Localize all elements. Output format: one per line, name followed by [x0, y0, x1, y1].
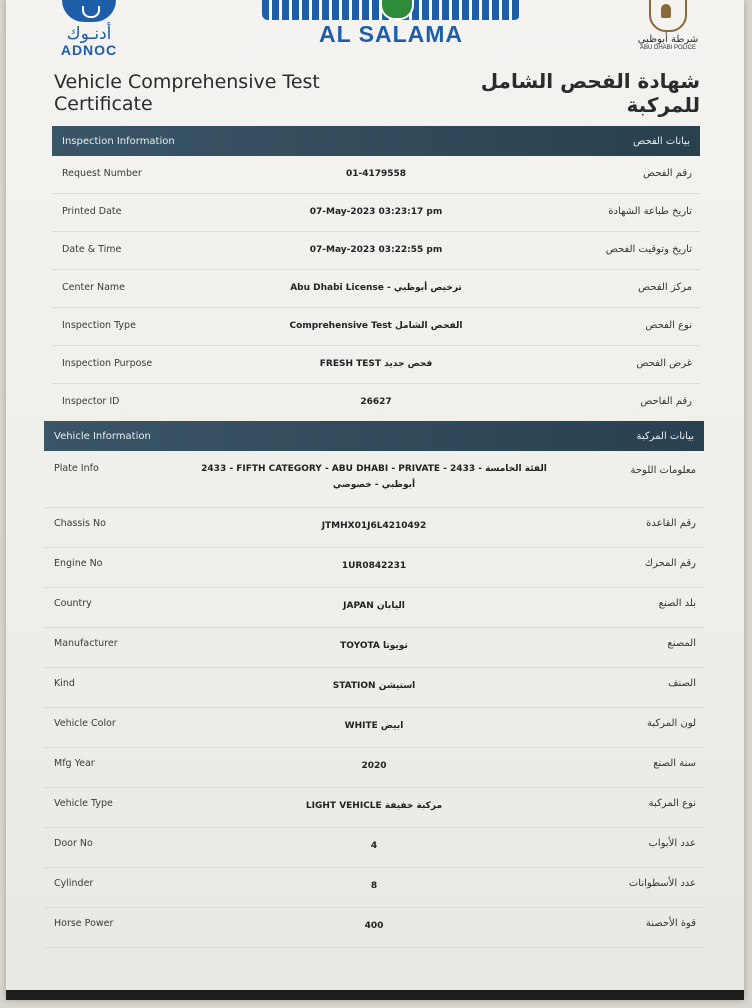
- row-label-arabic: رقم القاعدة: [646, 518, 696, 529]
- table-row: [52, 194, 700, 232]
- table-row: [52, 232, 700, 270]
- certificate-title: [54, 69, 700, 117]
- table-row: [44, 828, 704, 868]
- table-row: [52, 308, 700, 346]
- header: [6, 0, 744, 70]
- row-label-arabic: معلومات اللوحة: [630, 465, 696, 476]
- row-label: Door No: [54, 838, 93, 849]
- row-label-arabic: تاريخ طباعة الشهادة: [608, 206, 692, 217]
- adnoc-logo: [34, 0, 144, 58]
- table-row: [44, 453, 704, 508]
- row-label-arabic: سنة الصنع: [653, 758, 696, 769]
- row-label-arabic: رقم الفحص: [642, 168, 692, 179]
- table-row: [44, 628, 704, 668]
- inspection-info-header: [52, 126, 700, 156]
- row-value: 26627: [360, 397, 392, 407]
- row-label-arabic: تاريخ وتوقيت الفحص: [605, 244, 692, 255]
- row-label-arabic: قوة الأحصنة: [645, 918, 696, 929]
- row-label: Horse Power: [54, 918, 114, 929]
- table-row: [44, 788, 704, 828]
- police-emblem-icon: [649, 0, 687, 32]
- row-value: JAPAN اليابان: [343, 601, 405, 611]
- table-row: [44, 508, 704, 548]
- row-value: JTMHX01J6L4210492: [321, 521, 427, 531]
- row-value: WHITE ابيض: [344, 721, 404, 731]
- vehicle-info-header: [44, 421, 704, 451]
- row-label: Request Number: [62, 168, 142, 179]
- plate-info-line2: أبوظبي - خصوصي: [332, 480, 416, 490]
- row-label-arabic: عدد الأسطوانات: [628, 878, 696, 889]
- row-label-arabic: بلد الصنع: [658, 598, 696, 609]
- row-label: Vehicle Color: [54, 718, 116, 729]
- vehicle-info-heading-en: Vehicle Information: [54, 430, 151, 442]
- row-value: STATION استيشن: [332, 681, 416, 691]
- row-value: Abu Dhabi License - ترخيص أبوظبي: [290, 283, 462, 293]
- row-label-arabic: رقم المحرك: [644, 558, 696, 569]
- police-arabic-text: شرطة أبوظبي: [637, 34, 699, 45]
- row-label: Inspector ID: [62, 396, 120, 407]
- inspection-info-rows: [52, 156, 700, 422]
- table-row: [44, 548, 704, 588]
- table-row: [52, 156, 700, 194]
- row-value: 01-4179558: [345, 169, 407, 179]
- inspection-info-heading-en: Inspection Information: [62, 135, 175, 147]
- row-value: 4: [370, 841, 378, 851]
- inspection-info-heading-ar: بيانات الفحص: [633, 135, 690, 147]
- row-label: Manufacturer: [54, 638, 118, 649]
- adnoc-english-text: ADNOC: [60, 42, 118, 58]
- table-row: [52, 270, 700, 308]
- row-value: 400: [364, 921, 384, 931]
- row-label-arabic: مركز الفحص: [638, 282, 692, 293]
- row-label-arabic: غرض الفحص: [636, 358, 692, 369]
- row-label-arabic: المصنع: [667, 638, 696, 649]
- plate-info-line1: 2433 - FIFTH CATEGORY - ABU DHABI - PRIVATE - 2433 - الفئة الخامسة: [201, 464, 547, 474]
- police-english-text: ABU DHABI POLICE: [639, 45, 696, 51]
- row-value: 1UR0842231: [341, 561, 407, 571]
- row-label: Kind: [54, 678, 75, 689]
- row-label-arabic: نوع الفحص: [645, 320, 692, 331]
- row-value: Comprehensive Test الفحص الشامل: [289, 321, 463, 331]
- vehicle-info-heading-ar: بيانات المركبة: [636, 430, 694, 442]
- row-label: Inspection Purpose: [62, 358, 153, 369]
- abu-dhabi-police-logo: [628, 0, 708, 51]
- row-label-arabic: رقم الفاحص: [640, 396, 692, 407]
- al-salama-stripes-icon: [262, 0, 520, 20]
- row-label: Country: [54, 598, 92, 609]
- row-label: Engine No: [54, 558, 103, 569]
- row-label: Inspection Type: [62, 320, 136, 331]
- row-label-arabic: الصنف: [668, 678, 696, 689]
- adnoc-mark-icon: [62, 0, 116, 22]
- table-row: [44, 588, 704, 628]
- row-label-arabic: عدد الأبواب: [648, 838, 696, 849]
- vehicle-info-rows: [44, 453, 704, 948]
- row-label: Vehicle Type: [54, 798, 113, 809]
- certificate-page: [6, 0, 744, 1000]
- row-label-arabic: لون المركبة: [647, 718, 696, 729]
- adnoc-arabic-text: أدنـوك: [66, 24, 112, 44]
- row-label: Chassis No: [54, 518, 106, 529]
- row-label: Printed Date: [62, 206, 122, 217]
- al-salama-text: AL SALAMA: [318, 21, 463, 47]
- table-row: [52, 384, 700, 422]
- al-salama-logo: [256, 0, 526, 48]
- row-label: Plate Info: [54, 463, 99, 474]
- row-value: 2020: [361, 761, 387, 771]
- table-row: [44, 708, 704, 748]
- title-arabic: شهادة الفحص الشامل للمركبة: [480, 69, 700, 117]
- row-value: TOYOTA تويوتا: [340, 641, 408, 651]
- row-value: [184, 461, 564, 493]
- row-value: 07-May-2023 03:22:55 pm: [309, 245, 443, 255]
- row-label-arabic: نوع المركبة: [648, 798, 696, 809]
- table-row: [44, 908, 704, 948]
- al-salama-badge-icon: [380, 0, 414, 20]
- row-label: Mfg Year: [54, 758, 95, 769]
- table-row: [44, 868, 704, 908]
- row-label: Center Name: [62, 282, 126, 293]
- row-value: 07-May-2023 03:23:17 pm: [309, 207, 443, 217]
- row-value: FRESH TEST فحص جديد: [319, 359, 433, 369]
- row-label: Cylinder: [54, 878, 94, 889]
- title-english: Vehicle Comprehensive Test Certificate: [54, 71, 320, 115]
- row-value: 8: [370, 881, 378, 891]
- row-label: Date & Time: [62, 244, 122, 255]
- row-value: LIGHT VEHICLE مركبة خفيفة: [305, 801, 443, 811]
- page-bottom-edge: [6, 990, 744, 1000]
- table-row: [44, 748, 704, 788]
- table-row: [52, 346, 700, 384]
- table-row: [44, 668, 704, 708]
